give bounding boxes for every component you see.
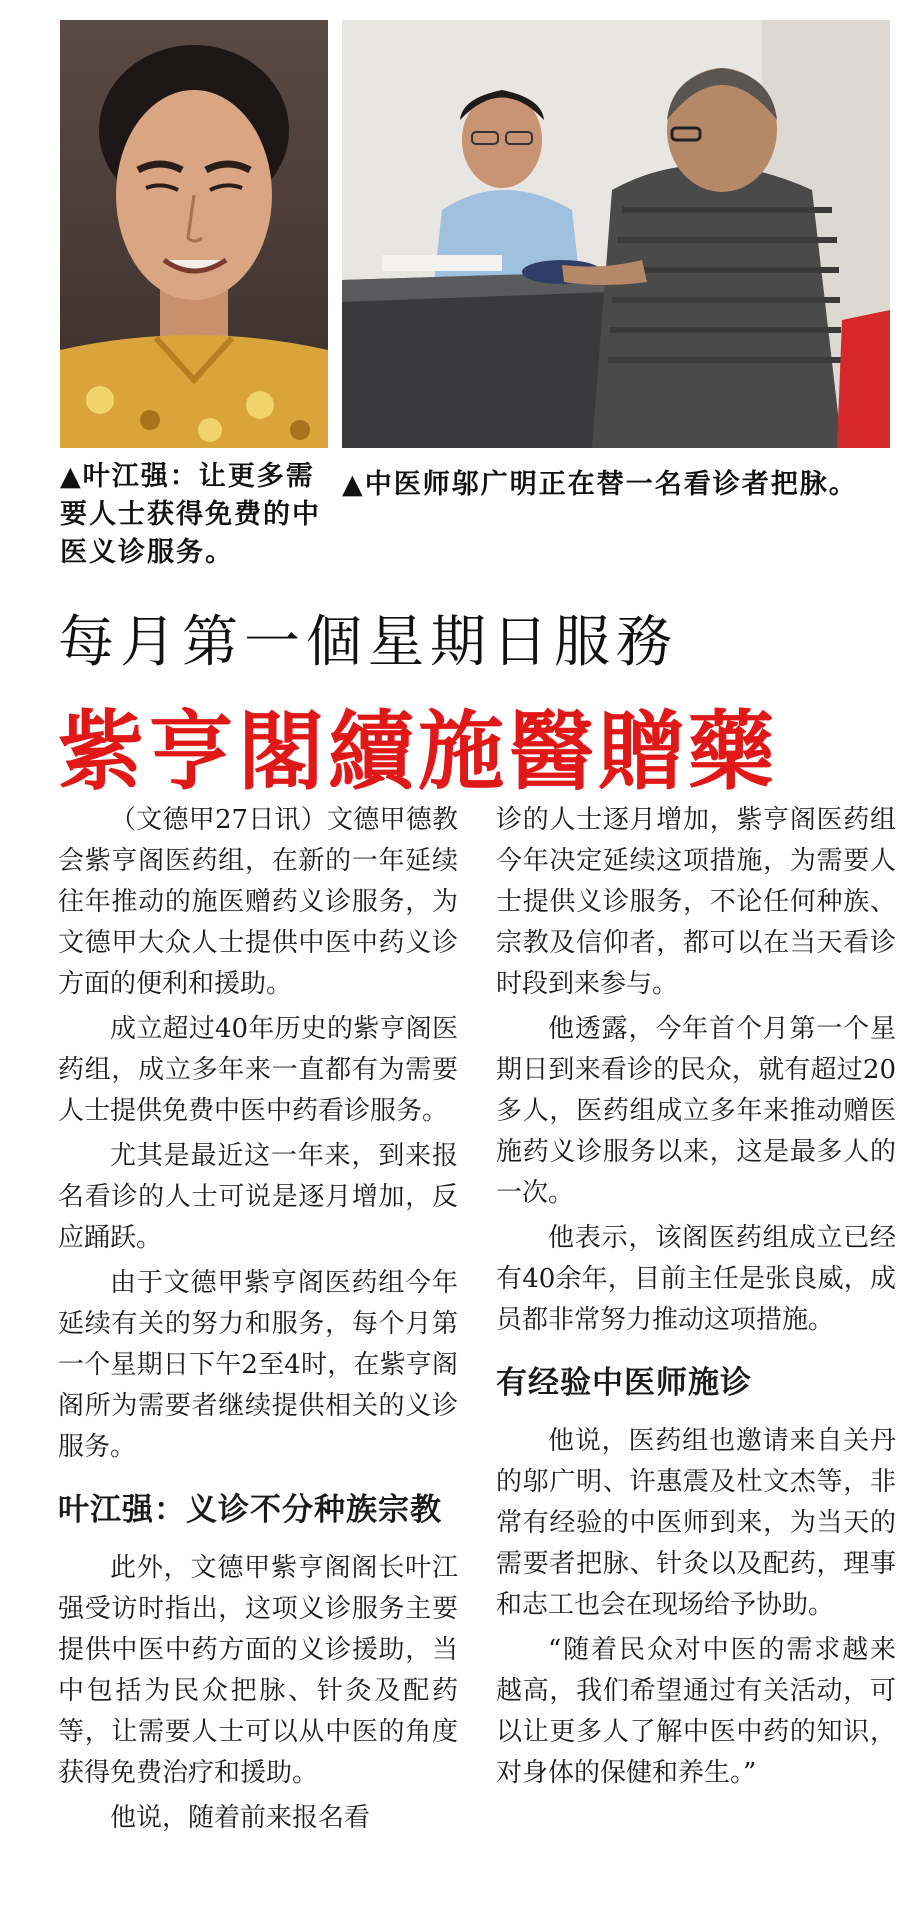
article-kicker: 每月第一個星期日服務 [58,610,678,675]
paragraph: “随着民众对中医的需求越来越高，我们希望通过有关活动，可以让更多人了解中医中药的知识，对身体的保健和养生。” [496,1635,896,1788]
article-column-left [58,800,458,1843]
subheading: 叶江强：义诊不分种族宗教 [58,1492,442,1528]
article-headline: 紫亨閣續施醫贈藥 [58,702,778,802]
paragraph: 他说，随着前来报名看 [110,1803,371,1833]
paragraph: 他透露，今年首个月第一个星期日到来看诊的民众，就有超过20多人，医药组成立多年来推动赠医施药义诊服务以来，这是最多人的一次。 [496,1014,896,1208]
portrait-photo [60,20,328,448]
paragraph: 诊的人士逐月增加，紫亨阁医药组今年决定延续这项措施，为需要人士提供义诊服务，不论任何种族、宗教及信仰者，都可以在当天看诊时段到来参与。 [496,805,896,999]
paragraph: 他说，医药组也邀请来自关丹的邬广明、许惠震及杜文杰等，非常有经验的中医师到来，为当天的需要者把脉、针灸以及配药，理事和志工也会在现场给予协助。 [496,1426,896,1620]
subheading: 有经验中医师施诊 [496,1365,752,1401]
paragraph: 尤其是最近这一年来，到来报名看诊的人士可说是逐月增加，反应踊跃。 [58,1141,458,1253]
portrait-caption: ▲叶江强：让更多需要人士获得免费的中医义诊服务。 [60,461,321,568]
paragraph: 此外，文德甲紫亨阁阁长叶江强受访时指出，这项义诊服务主要提供中医中药方面的义诊援助，当中包括为民众把脉、针灸及配药等，让需要人士可以从中医的角度获得免费治疗和援助。 [58,1553,458,1788]
article-column-right [496,800,896,1798]
paragraph: 由于文德甲紫亨阁医药组今年延续有关的努力和服务，每个月第一个星期日下午2至4时，在紫亨阁阁所为需要者继续提供相关的义诊服务。 [58,1268,458,1462]
clinic-caption: ▲中医师邬广明正在替一名看诊者把脉。 [342,469,858,500]
clinic-photo [342,20,890,448]
paragraph: 成立超过40年历史的紫亨阁医药组，成立多年来一直都有为需要人士提供免费中医中药看诊服务。 [58,1014,458,1126]
paragraph: （文德甲27日讯）文德甲德教会紫亨阁医药组，在新的一年延续往年推动的施医赠药义诊服务，为文德甲大众人士提供中医中药义诊方面的便利和援助。 [58,805,458,999]
paragraph: 他表示，该阁医药组成立已经有40余年，目前主任是张良威，成员都非常努力推动这项措施。 [496,1223,896,1335]
